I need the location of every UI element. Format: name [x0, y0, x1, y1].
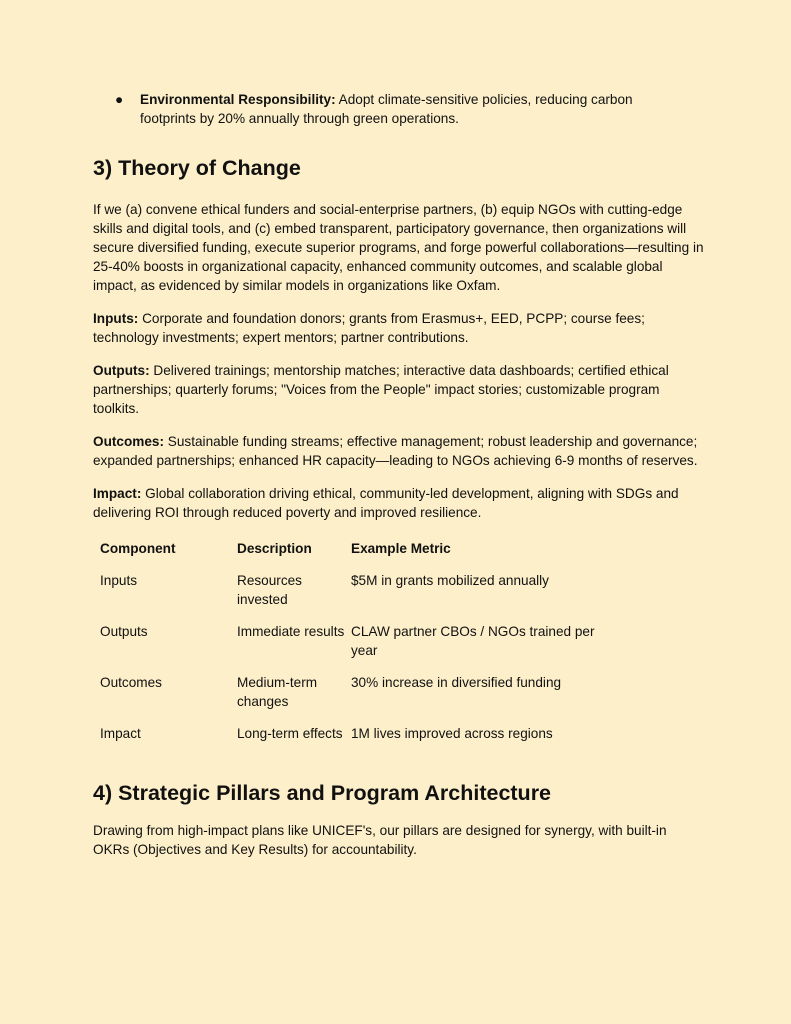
impact-label: Impact:: [93, 486, 142, 501]
bullet-text: [140, 90, 680, 128]
inputs-label: Inputs:: [93, 311, 139, 326]
table-cell: Inputs: [100, 573, 138, 588]
outcomes-paragraph: [93, 432, 705, 470]
bullet-label: Environmental Responsibility:: [140, 92, 336, 107]
table-cell: Impact: [100, 726, 141, 741]
table-cell: 30% increase in diversified funding: [351, 675, 562, 690]
section-heading-strategic-pillars: 4) Strategic Pillars and Program Architecture: [93, 781, 552, 805]
table-cell: 1M lives improved across regions: [351, 726, 553, 741]
outcomes-text: Sustainable funding streams; effective management; robust leadership and governance; expanded partnerships; enhanced HR capacity—leading to NGOs achieving 6-9 months of reserves.: [93, 434, 698, 468]
table-cell: Medium-term changes: [237, 675, 318, 709]
table-cell: $5M in grants mobilized annually: [351, 573, 549, 588]
bullet-item: [115, 90, 705, 128]
table-header-example-metric: Example Metric: [351, 541, 451, 556]
outcomes-label: Outcomes:: [93, 434, 165, 449]
inputs-paragraph: [93, 309, 705, 347]
table-cell: Immediate results: [237, 624, 345, 639]
strategic-pillars-paragraph: Drawing from high-impact plans like UNICEF's, our pillars are designed for synergy, with built-in OKRs (Objectives and Key Results) for accountability.: [93, 823, 667, 857]
table-header-row: [93, 539, 621, 571]
outputs-paragraph: [93, 361, 705, 418]
bullet-dot-icon: ●: [115, 92, 124, 107]
page-content: [93, 90, 705, 859]
table-row: [93, 622, 621, 673]
impact-paragraph: [93, 484, 705, 522]
outputs-label: Outputs:: [93, 363, 150, 378]
table-row: [93, 673, 621, 724]
outputs-text: Delivered trainings; mentorship matches; interactive data dashboards; certified ethical partnerships; quarterly forums; "Voices from the People" impact stories; customizable program toolkits.: [93, 363, 669, 416]
table-row: [93, 724, 621, 756]
table-header-description: Description: [237, 541, 312, 556]
section-heading-theory-of-change: 3) Theory of Change: [93, 156, 301, 180]
inputs-text: Corporate and foundation donors; grants from Erasmus+, EED, PCPP; course fees; technology investments; expert mentors; partner contributions.: [93, 311, 645, 345]
table-cell: Resources invested: [237, 573, 302, 607]
bullet-body: Adopt climate-sensitive policies, reducing carbon footprints by 20% annually through green operations.: [140, 92, 633, 126]
table-header-component: Component: [100, 541, 176, 556]
impact-text: Global collaboration driving ethical, community-led development, aligning with SDGs and delivering ROI through reduced poverty and improved resilience.: [93, 486, 679, 520]
table-cell: Outputs: [100, 624, 148, 639]
theory-of-change-table: [93, 539, 621, 756]
table-cell: Long-term effects: [237, 726, 343, 741]
table-row: [93, 571, 621, 622]
table-cell: Outcomes: [100, 675, 162, 690]
table-cell: CLAW partner CBOs / NGOs trained per year: [351, 624, 595, 658]
theory-intro-paragraph: If we (a) convene ethical funders and social-enterprise partners, (b) equip NGOs with cutting-edge skills and digital tools, and (c) embed transparent, participatory governance, then organizations will secure diversified funding, execute superior programs, and forge powerful collaborations—resulting in 25-40% boosts in organizational capacity, enhanced community outcomes, and scalable global impact, as evidenced by similar models in organizations like Oxfam.: [93, 202, 704, 293]
